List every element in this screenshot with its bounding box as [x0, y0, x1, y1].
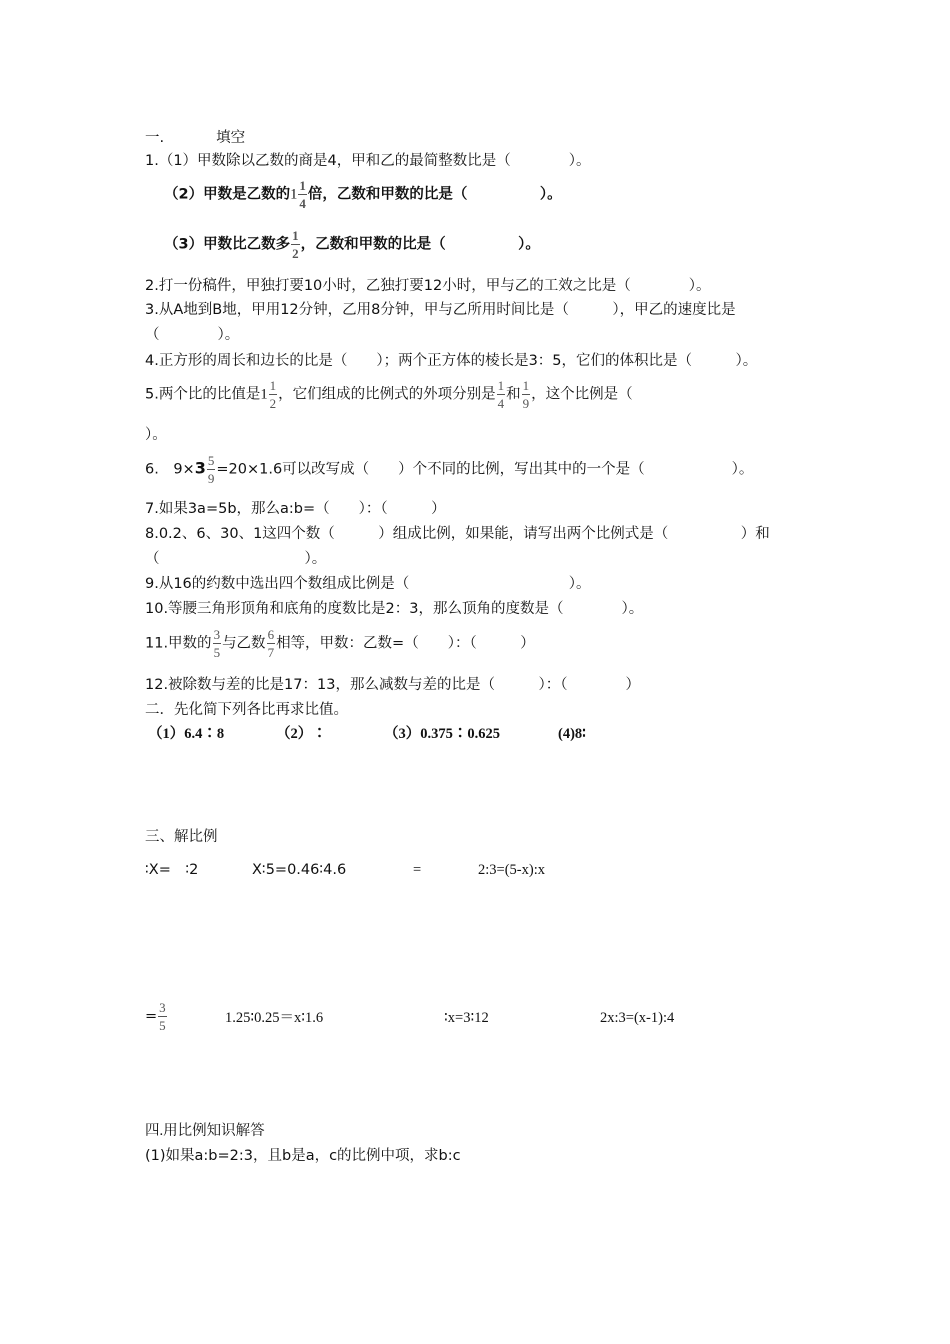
fraction: $\frac{6}{7}$ [267, 627, 275, 660]
fraction: $\frac{5}{9}$ [207, 453, 215, 486]
section-1-number: 一. [145, 130, 165, 146]
question-3-line-1: 3.从A地到B地，甲用12分钟，乙用8分钟，甲与乙所用时间比是（ ），甲乙的速度比是 [145, 302, 736, 318]
section-4-question-1: (1)如果a:b=2:3，且b是a，c的比例中项，求b:c [145, 1148, 461, 1164]
question-6: 6. 9×3 $\frac{5}{9}$ =20×1.6可以改写成（ ）个不同的比例，写出其中的一个是（ ）。 [145, 453, 754, 486]
section-2-item-3: （3）0.375∶0.625 [384, 726, 500, 742]
proportion-6: 1.25∶0.25＝x∶1.6 [225, 1010, 324, 1026]
proportion-1: ∶X= ∶2 [145, 862, 199, 878]
proportion-2: X∶5=0.46∶4.6 [252, 862, 347, 878]
proportion-5: = $\frac{3}{5}$ [145, 1000, 166, 1033]
fraction: $\frac{3}{5}$ [159, 1000, 166, 1033]
question-2: 2.打一份稿件，甲独打要10小时，乙独打要12小时，甲与乙的工效之比是（ ）。 [145, 278, 711, 294]
fraction: $\frac{1}{4}$ [497, 378, 505, 411]
proportion-3: = [413, 862, 422, 878]
fraction: $\frac{3}{5}$ [213, 627, 221, 660]
fraction: $\frac{1}{2}$ [269, 378, 277, 411]
proportion-8: 2x:3=(x-1):4 [600, 1010, 675, 1026]
question-9: 9.从16的约数中选出四个数组成比例是（ ）。 [145, 576, 591, 592]
section-1-title: 填空 [216, 130, 246, 146]
section-2-item-2: （2）∶ [276, 726, 327, 742]
question-7: 7.如果3a=5b，那么a:b=（ ）：（ ） [145, 501, 446, 517]
section-2-heading: 二．先化简下列各比再求比值。 [145, 702, 348, 718]
question-5: 5.两个比的比值是1 $\frac{1}{2}$ ，它们组成的比例式的外项分别是 $\frac{1}{4}$ 和 $\frac{1}{9}$ ，这个比例是（ [145, 378, 633, 411]
section-4-heading: 四.用比例知识解答 [145, 1123, 265, 1139]
question-1-2: （2）甲数是乙数的1 $\frac{1}{4}$ 倍，乙数和甲数的比是（ ）。 [164, 178, 562, 211]
section-3-heading: 三、解比例 [145, 829, 218, 845]
fraction: $\frac{1}{9}$ [522, 378, 530, 411]
question-4: 4.正方形的周长和边长的比是（ ）；两个正方体的棱长是3：5，它们的体积比是（ ）。 [145, 353, 758, 369]
question-5-tail: ）。 [145, 427, 167, 443]
fraction: $\frac{1}{4}$ [299, 178, 306, 211]
section-2-item-1: （1）6.4∶8 [148, 726, 225, 742]
question-1-3: （3）甲数比乙数多 $\frac{1}{2}$ ，乙数和甲数的比是（ ）。 [164, 228, 540, 261]
question-10: 10.等腰三角形顶角和底角的度数比是2：3，那么顶角的度数是（ ）。 [145, 601, 644, 617]
section-2-item-4: (4)8∶ [558, 726, 586, 742]
fraction: $\frac{1}{2}$ [292, 228, 299, 261]
question-8-line-2: （ ）。 [145, 551, 327, 567]
section-1-heading [145, 128, 245, 148]
question-1-1: 1.（1）甲数除以乙数的商是4，甲和乙的最简整数比是（ ）。 [145, 153, 591, 169]
question-8-line-1: 8.0.2、6、30、1这四个数（ ）组成比例，如果能，请写出两个比例式是（ ）和 [145, 526, 770, 542]
proportion-7: ∶x=3∶12 [444, 1010, 489, 1026]
proportion-4: 2:3=(5-x):x [478, 862, 545, 878]
question-3-line-2: （ ）。 [145, 327, 240, 343]
question-12: 12.被除数与差的比是17：13，那么减数与差的比是（ ）：（ ） [145, 677, 640, 693]
question-11: 11.甲数的 $\frac{3}{5}$ 与乙数 $\frac{6}{7}$ 相等，甲数：乙数=（ ）：（ ） [145, 627, 535, 660]
